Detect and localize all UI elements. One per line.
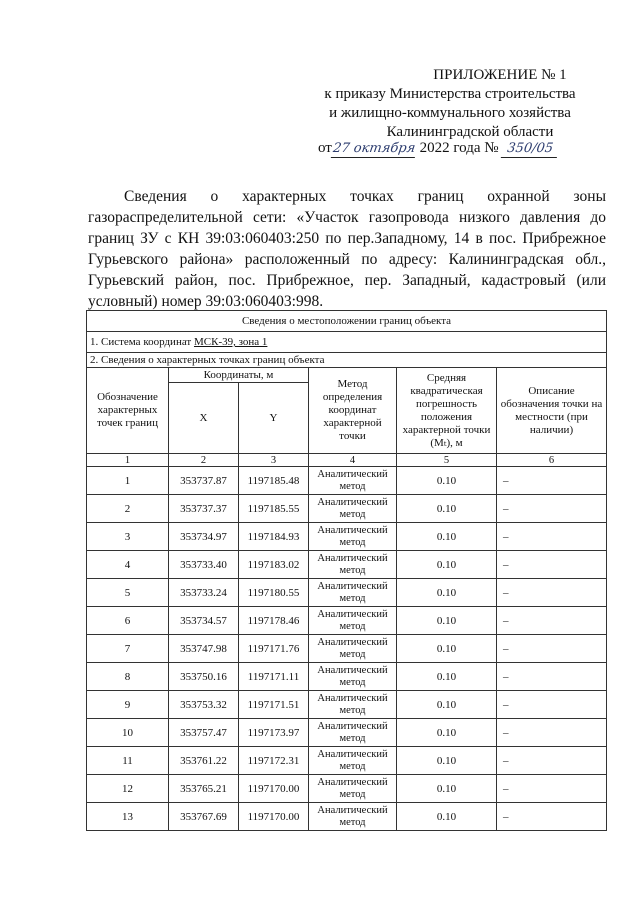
point-description: – — [497, 663, 607, 691]
coord-y: 1197171.76 — [239, 635, 309, 663]
header-point-designation: Обозначение характерных точек границ — [87, 368, 169, 454]
header-y: Y — [239, 383, 309, 454]
method: Аналитический метод — [309, 803, 397, 831]
table-row — [87, 467, 607, 495]
mean-error: 0.10 — [397, 495, 497, 523]
appendix-title: ПРИЛОЖЕНИЕ № 1 — [433, 67, 567, 83]
point-number: 6 — [87, 607, 169, 635]
order-line-2: и жилищно-коммунального хозяйства — [329, 105, 571, 121]
mean-error: 0.10 — [397, 775, 497, 803]
coord-x: 353737.37 — [169, 495, 239, 523]
mean-error: 0.10 — [397, 635, 497, 663]
coord-x: 353753.32 — [169, 691, 239, 719]
point-number: 8 — [87, 663, 169, 691]
header-description: Описание обозначения точки на местности (при наличии) — [497, 368, 607, 454]
mean-error: 0.10 — [397, 579, 497, 607]
point-number: 11 — [87, 747, 169, 775]
mean-error: 0.10 — [397, 467, 497, 495]
table-row — [87, 607, 607, 635]
coord-x: 353733.24 — [169, 579, 239, 607]
coord-y: 1197172.31 — [239, 747, 309, 775]
point-number: 5 — [87, 579, 169, 607]
coord-x: 353737.87 — [169, 467, 239, 495]
point-number: 2 — [87, 495, 169, 523]
intro-paragraph — [88, 186, 606, 312]
column-number: 3 — [239, 454, 309, 467]
table-row — [87, 663, 607, 691]
point-description: – — [497, 607, 607, 635]
coordinate-system-value: МСК-39, зона 1 — [193, 336, 268, 348]
table-title: Сведения о местоположении границ объекта — [87, 311, 607, 332]
method: Аналитический метод — [309, 467, 397, 495]
point-number: 4 — [87, 551, 169, 579]
order-line-3: Калининградской области — [386, 124, 554, 140]
coord-y: 1197185.55 — [239, 495, 309, 523]
coord-y: 1197185.48 — [239, 467, 309, 495]
point-number: 13 — [87, 803, 169, 831]
point-description: – — [497, 747, 607, 775]
column-number: 6 — [497, 454, 607, 467]
mean-error: 0.10 — [397, 803, 497, 831]
method: Аналитический метод — [309, 607, 397, 635]
method: Аналитический метод — [309, 579, 397, 607]
header-error: Средняя квадратическая погрешность положения характерной точки (Mₜ), м — [397, 368, 497, 454]
table-row — [87, 803, 607, 831]
table-row — [87, 495, 607, 523]
point-description: – — [497, 775, 607, 803]
method: Аналитический метод — [309, 691, 397, 719]
point-number: 1 — [87, 467, 169, 495]
mean-error: 0.10 — [397, 747, 497, 775]
coord-x: 353765.21 — [169, 775, 239, 803]
method: Аналитический метод — [309, 747, 397, 775]
column-number: 4 — [309, 454, 397, 467]
table-body — [87, 467, 607, 831]
coord-y: 1197170.00 — [239, 803, 309, 831]
handwritten-date: 27 октября — [331, 141, 417, 156]
method: Аналитический метод — [309, 523, 397, 551]
date-year: 2022 года № — [419, 140, 499, 156]
table-row — [87, 747, 607, 775]
coord-x: 353767.69 — [169, 803, 239, 831]
mean-error: 0.10 — [397, 691, 497, 719]
table-row — [87, 579, 607, 607]
method: Аналитический метод — [309, 635, 397, 663]
coord-x: 353733.40 — [169, 551, 239, 579]
method: Аналитический метод — [309, 775, 397, 803]
column-numbers-row — [87, 454, 607, 467]
coord-x: 353734.97 — [169, 523, 239, 551]
mean-error: 0.10 — [397, 663, 497, 691]
mean-error: 0.10 — [397, 607, 497, 635]
table-row — [87, 775, 607, 803]
coordinate-system-label: 1. Система координат — [90, 336, 194, 348]
coord-x: 353734.57 — [169, 607, 239, 635]
coordinate-system-row — [87, 332, 607, 353]
table-row — [87, 719, 607, 747]
coord-y: 1197171.51 — [239, 691, 309, 719]
coord-y: 1197173.97 — [239, 719, 309, 747]
point-number: 10 — [87, 719, 169, 747]
header-x: X — [169, 383, 239, 454]
point-description: – — [497, 467, 607, 495]
point-number: 7 — [87, 635, 169, 663]
coord-x: 353747.98 — [169, 635, 239, 663]
point-description: – — [497, 691, 607, 719]
column-number: 5 — [397, 454, 497, 467]
method: Аналитический метод — [309, 719, 397, 747]
coord-x: 353750.16 — [169, 663, 239, 691]
point-number: 9 — [87, 691, 169, 719]
appendix-header — [310, 66, 590, 142]
intro-text: Сведения о характерных точках границ охранной зоны газораспределительной сети: «Участок газопровода низкого давления до границ ЗУ с КН 39:03:060403:250 по пер.Западному, 14 в пос. Прибрежное Гурьевского района» расположенный по адресу: Калининградская обл., Гурьевский район, пос. Прибрежное, пер. Западный, кадастровый (или условный) номер 39:03:060403:998. — [88, 188, 606, 310]
coord-y: 1197171.11 — [239, 663, 309, 691]
method: Аналитический метод — [309, 495, 397, 523]
coord-y: 1197180.55 — [239, 579, 309, 607]
point-description: – — [497, 803, 607, 831]
mean-error: 0.10 — [397, 551, 497, 579]
table-row — [87, 551, 607, 579]
method: Аналитический метод — [309, 551, 397, 579]
date-prefix: от — [318, 140, 332, 156]
point-description: – — [497, 719, 607, 747]
handwritten-order-number: 350/05 — [501, 141, 559, 158]
table-row — [87, 691, 607, 719]
point-description: – — [497, 523, 607, 551]
coord-y: 1197178.46 — [239, 607, 309, 635]
order-date-line — [318, 140, 558, 158]
order-line-1: к приказу Министерства строительства — [324, 86, 576, 102]
section-2-title: 2. Сведения о характерных точках границ объекта — [87, 353, 607, 368]
header-coordinates: Координаты, м — [169, 368, 309, 383]
method: Аналитический метод — [309, 663, 397, 691]
coord-x: 353757.47 — [169, 719, 239, 747]
coord-y: 1197184.93 — [239, 523, 309, 551]
point-description: – — [497, 579, 607, 607]
mean-error: 0.10 — [397, 523, 497, 551]
column-number: 1 — [87, 454, 169, 467]
coord-x: 353761.22 — [169, 747, 239, 775]
point-number: 3 — [87, 523, 169, 551]
point-description: – — [497, 551, 607, 579]
coord-y: 1197170.00 — [239, 775, 309, 803]
point-description: – — [497, 635, 607, 663]
boundary-points-table — [86, 310, 607, 831]
point-description: – — [497, 495, 607, 523]
table-row — [87, 523, 607, 551]
header-method: Метод определения координат характерной точки — [309, 368, 397, 454]
mean-error: 0.10 — [397, 719, 497, 747]
coord-y: 1197183.02 — [239, 551, 309, 579]
column-number: 2 — [169, 454, 239, 467]
table-row — [87, 635, 607, 663]
point-number: 12 — [87, 775, 169, 803]
